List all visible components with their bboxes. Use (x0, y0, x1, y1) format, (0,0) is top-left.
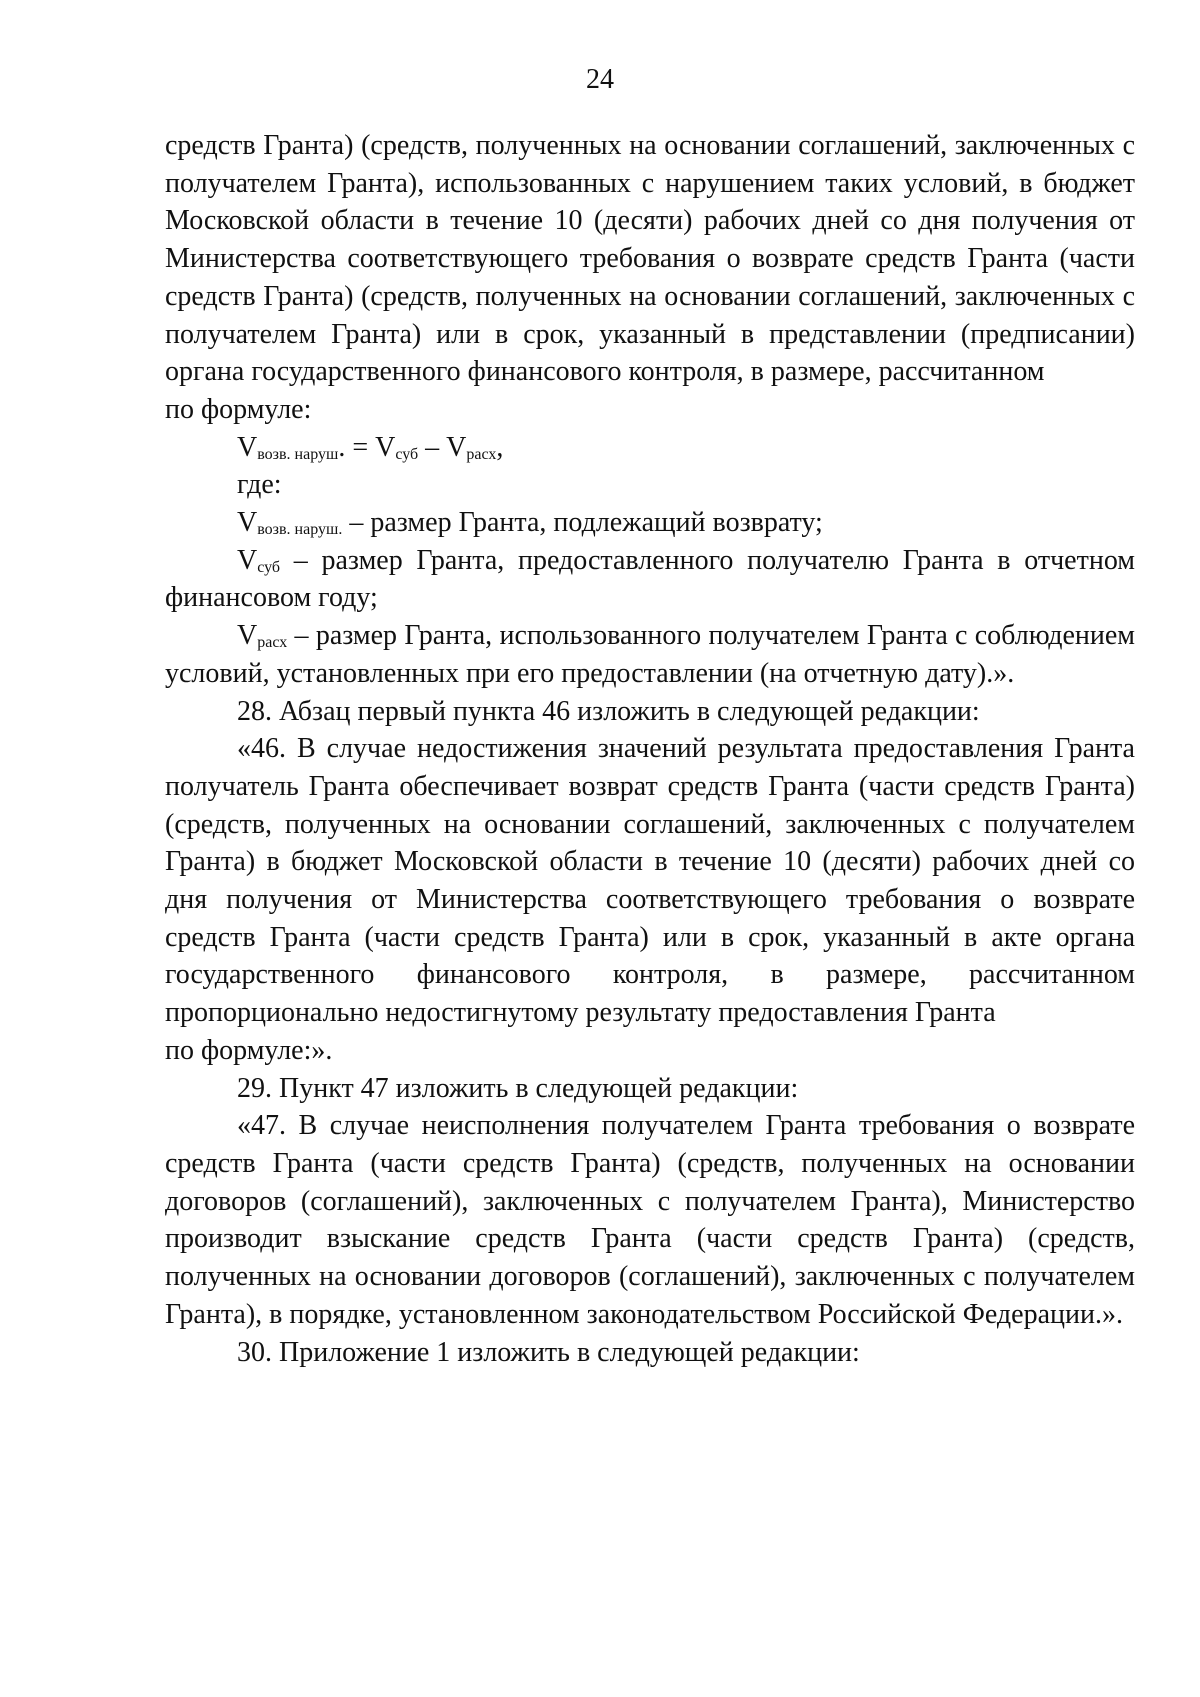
def-expense-sub: расх (257, 634, 288, 652)
formula-equals: = V (345, 431, 396, 463)
formula-comma: , (496, 431, 504, 463)
formula (165, 429, 1135, 467)
formula-sub-return: возв. наруш (257, 445, 339, 463)
def-expense-text: – размер Гранта, использованного получателем Гранта с соблюдением условий, установленных при его предоставлении (на отчетную дату).». (165, 620, 1135, 689)
def-return-v: V (237, 507, 258, 539)
definition-return (165, 504, 1135, 542)
item-46-end: по формуле:». (165, 1034, 333, 1066)
item-46-text: «46. В случае недостижения значений результата предоставления Гранта получатель Гранта обеспечивает возврат средств Гранта (части средств Гранта) (средств, полученных на основании соглашений, заключенных с получателем Гранта) в бюджет Московской области в течение 10 (десяти) рабочих дней со дня получения от Министерства соответствующего требования о возврате средств Гранта (части средств Гранта) или в срок, указанный в акте органа государственного финансового контроля, в размере, рассчитанном пропорционально недостигнутому результату предоставления Гранта (165, 733, 1135, 1029)
item-47-text: «47. В случае неисполнения получателем Гранта требования о возврате средств Гранта (части средств Гранта) (средств, полученных на основании договоров (соглашений), заключенных с получателем Гранта), Министерство производит взыскание средств Гранта (части средств Гранта) (средств, полученных на основании договоров (соглашений), заключенных с получателем Гранта), в порядке, установленном законодательством Российской Федерации.». (165, 1110, 1135, 1330)
intro-paragraph-end: по формуле: (165, 393, 312, 425)
definition-expense (165, 617, 1135, 692)
def-subsidy-sub: суб (257, 558, 281, 576)
item-29: 29. Пункт 47 изложить в следующей редакции: (237, 1072, 799, 1104)
def-return-text: – размер Гранта, подлежащий возврату; (342, 507, 823, 539)
document-body (165, 127, 1135, 1371)
def-subsidy-v: V (237, 544, 258, 576)
formula-dot: . (338, 431, 346, 463)
formula-sub-subsidy: суб (395, 445, 419, 463)
item-28: 28. Абзац первый пункта 46 изложить в следующей редакции: (237, 695, 980, 727)
page-number: 24 (586, 64, 614, 95)
formula-minus: – V (418, 431, 467, 463)
def-return-sub: возв. наруш. (257, 521, 343, 539)
formula-sub-expense: расх (466, 445, 497, 463)
where-label: где: (237, 469, 282, 501)
intro-paragraph: средств Гранта) (средств, полученных на основании соглашений, заключенных с получателем Гранта), использованных с нарушением таких условий, в бюджет Московской области в течение 10 (десяти) рабочих дней со дня получения от Министерства соответствующего требования о возврате средств Гранта (части средств Гранта) (средств, полученных на основании соглашений, заключенных с получателем Гранта) или в срок, указанный в представлении (предписании) органа государственного финансового контроля, в размере, рассчитанном (165, 130, 1135, 388)
formula-v1: V (237, 431, 258, 463)
def-subsidy-text: – размер Гранта, предоставленного получателю Гранта в отчетном финансовом году; (165, 544, 1135, 614)
def-expense-v: V (237, 620, 258, 652)
item-30: 30. Приложение 1 изложить в следующей редакции: (237, 1336, 860, 1368)
definition-subsidy (165, 542, 1135, 617)
